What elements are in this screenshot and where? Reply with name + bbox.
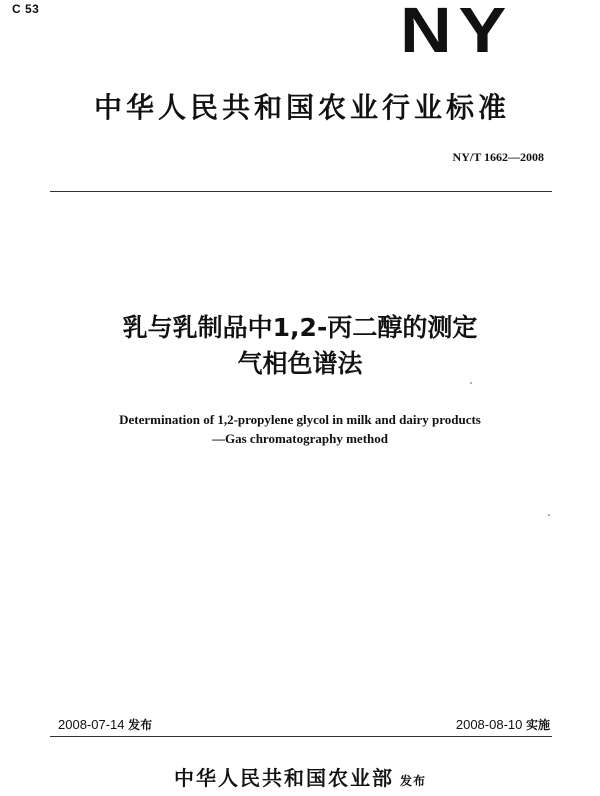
header-divider [50,191,552,192]
english-title-line-1: Determination of 1,2-propylene glycol in milk and dairy products [119,412,481,427]
ccs-code: C 53 [12,2,40,16]
standard-number: NY/T 1662—2008 [452,150,544,164]
publisher-suffix: 发布 [399,774,426,788]
issue-date-block [58,716,152,733]
ny-logo: NY [400,0,514,66]
english-title [0,410,600,448]
footer-divider [50,736,552,737]
scan-speck [470,382,472,384]
english-title-line-2: —Gas chromatography method [212,431,388,446]
publisher-line [0,762,600,791]
issue-date: 2008-07-14 [58,717,125,732]
issue-label: 发布 [128,718,153,732]
implement-date: 2008-08-10 [455,717,523,732]
scan-speck [548,514,550,516]
chinese-title-line-1: 乳与乳制品中1,2-丙二醇的测定 [122,313,478,342]
implement-date-block [456,716,550,733]
chinese-title-line-2: 气相色谱法 [237,349,363,378]
implement-label: 实施 [525,718,550,732]
issuer-title: 中华人民共和国农业行业标准 [93,91,510,124]
chinese-title [0,310,600,382]
publisher-name: 中华人民共和国农业部 [173,766,394,790]
